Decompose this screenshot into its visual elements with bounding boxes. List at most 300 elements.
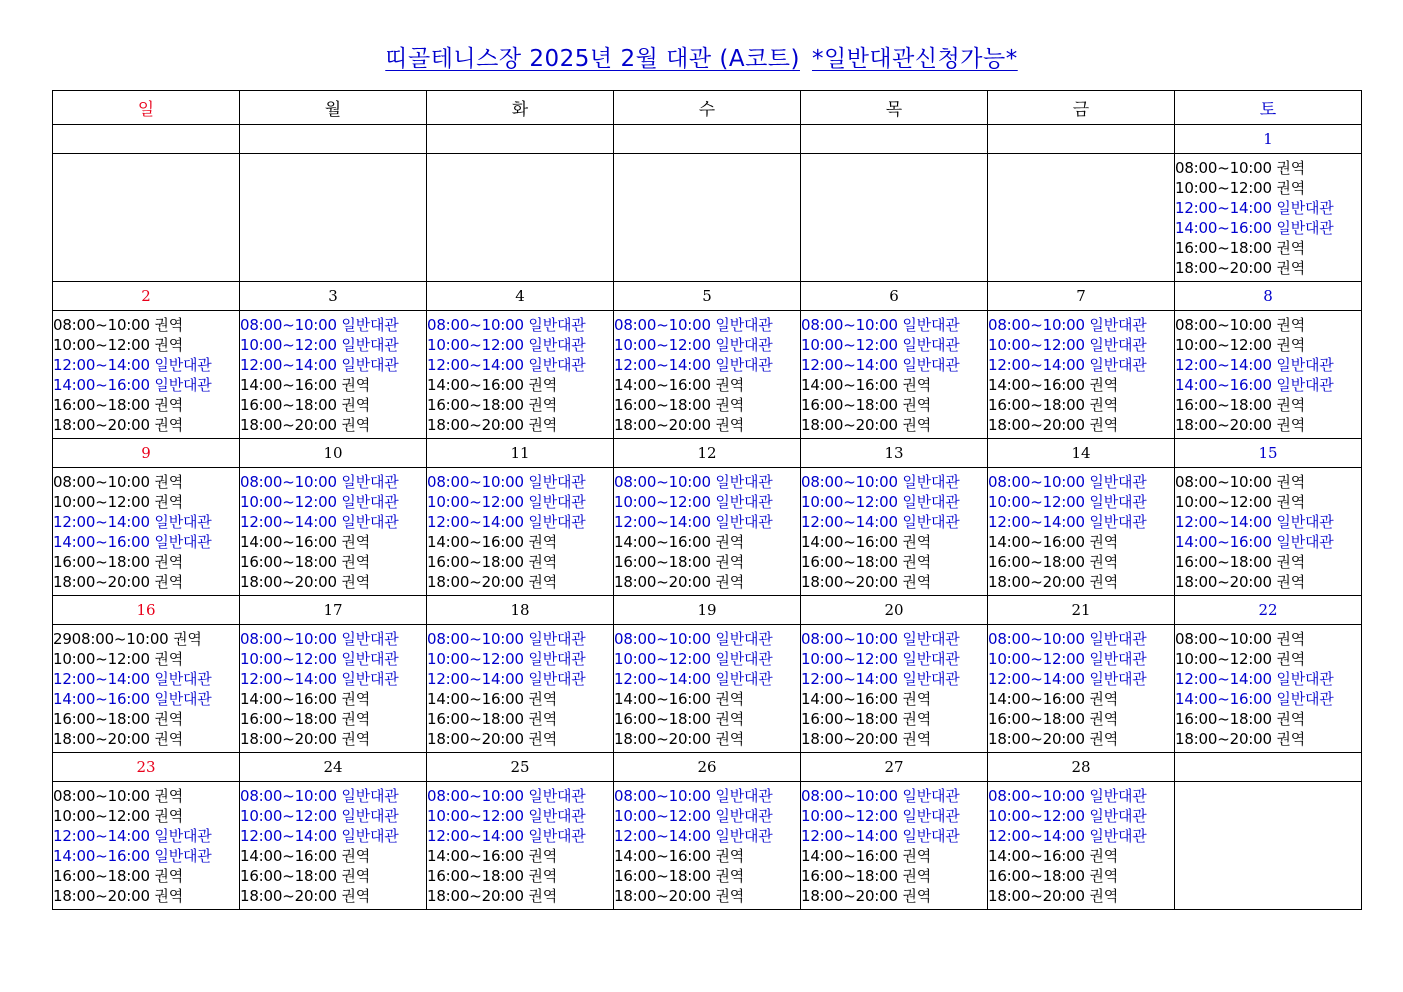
slot-regional: [53, 806, 239, 826]
slot-label: 권역: [341, 376, 370, 394]
slot-time: 14:00~16:00: [53, 376, 150, 394]
slot-time: 16:00~18:00: [988, 867, 1085, 885]
slot-label: 권역: [1276, 259, 1305, 277]
day-number: 3: [240, 282, 427, 311]
slot-time: 14:00~16:00: [240, 690, 337, 708]
slot-general: [988, 806, 1174, 826]
slot-label: 일반대관: [1276, 199, 1334, 217]
slot-time: 10:00~12:00: [427, 493, 524, 511]
slot-label: 권역: [528, 416, 557, 434]
slot-general: [53, 826, 239, 846]
slot-general: [427, 786, 613, 806]
slot-time: 08:00~10:00: [801, 473, 898, 491]
slot-label: 일반대관: [341, 493, 399, 511]
slot-general: [240, 806, 426, 826]
slot-label: 일반대관: [1089, 473, 1147, 491]
slot-general: [988, 786, 1174, 806]
slot-regional: [614, 572, 800, 592]
slot-label: 권역: [1276, 730, 1305, 748]
slot-regional: [614, 415, 800, 435]
slot-time: 14:00~16:00: [988, 690, 1085, 708]
slot-time: 16:00~18:00: [53, 867, 150, 885]
slot-general: [801, 492, 987, 512]
slot-time: 10:00~12:00: [614, 650, 711, 668]
slot-label: 권역: [1276, 473, 1305, 491]
slot-time: 08:00~10:00: [988, 630, 1085, 648]
slot-general: [427, 629, 613, 649]
slot-time: 16:00~18:00: [53, 710, 150, 728]
weekday-header-row: [53, 91, 1362, 125]
day-number: 11: [427, 439, 614, 468]
slot-time: 08:00~10:00: [240, 316, 337, 334]
slot-time: 14:00~16:00: [240, 847, 337, 865]
slot-general: [427, 512, 613, 532]
slot-time: 10:00~12:00: [240, 650, 337, 668]
slot-regional: [988, 375, 1174, 395]
slot-regional: [988, 846, 1174, 866]
slot-label: 권역: [902, 533, 931, 551]
slot-regional: [240, 866, 426, 886]
slot-label: 권역: [154, 316, 183, 334]
slot-label: 권역: [1276, 316, 1305, 334]
slot-time: 18:00~20:00: [988, 573, 1085, 591]
slot-label: 권역: [154, 573, 183, 591]
slot-regional: [1175, 335, 1361, 355]
weekday-tue: 화: [427, 91, 614, 125]
slot-label: 일반대관: [528, 336, 586, 354]
slot-general: [801, 335, 987, 355]
slot-label: 일반대관: [902, 630, 960, 648]
slot-time: 18:00~20:00: [801, 573, 898, 591]
day-number: 16: [53, 596, 240, 625]
slot-time: 10:00~12:00: [1175, 179, 1272, 197]
day-cell: [240, 625, 427, 753]
slot-time: 18:00~20:00: [427, 573, 524, 591]
slot-regional: [801, 709, 987, 729]
slot-regional: [240, 886, 426, 906]
slot-time: 08:00~10:00: [240, 787, 337, 805]
slot-label: 일반대관: [341, 827, 399, 845]
slot-time: 12:00~14:00: [240, 356, 337, 374]
slot-general: [614, 492, 800, 512]
slot-label: 권역: [1276, 239, 1305, 257]
slot-time: 08:00~10:00: [240, 473, 337, 491]
slot-label: 일반대관: [1089, 807, 1147, 825]
slot-time: 08:00~10:00: [988, 316, 1085, 334]
slot-label: 일반대관: [528, 650, 586, 668]
slot-label: 권역: [528, 690, 557, 708]
slot-label: 권역: [902, 573, 931, 591]
slot-regional: [988, 709, 1174, 729]
date-row: [53, 282, 1362, 311]
slot-regional: [427, 846, 613, 866]
slot-time: 16:00~18:00: [240, 867, 337, 885]
slot-label: 일반대관: [715, 650, 773, 668]
slot-time: 08:00~10:00: [614, 473, 711, 491]
slot-general: [614, 806, 800, 826]
slot-label: 일반대관: [1089, 336, 1147, 354]
slot-label: 일반대관: [528, 807, 586, 825]
slot-general: [614, 649, 800, 669]
slot-label: 권역: [902, 887, 931, 905]
slot-label: 권역: [1089, 730, 1118, 748]
slot-regional: [53, 866, 239, 886]
slot-time: 16:00~18:00: [801, 553, 898, 571]
slot-time: 18:00~20:00: [614, 416, 711, 434]
weekday-fri: 금: [988, 91, 1175, 125]
day-cell: [53, 154, 240, 282]
slot-time: 12:00~14:00: [614, 670, 711, 688]
slot-label: 권역: [528, 396, 557, 414]
slot-regional: [53, 572, 239, 592]
slot-time: 18:00~20:00: [240, 730, 337, 748]
day-cell: [801, 311, 988, 439]
slot-time: 10:00~12:00: [1175, 493, 1272, 511]
slot-label: 권역: [154, 473, 183, 491]
slot-time: 10:00~12:00: [1175, 336, 1272, 354]
slot-label: 권역: [902, 396, 931, 414]
slot-time: 10:00~12:00: [988, 650, 1085, 668]
slot-label: 권역: [1276, 179, 1305, 197]
slot-time: 18:00~20:00: [427, 730, 524, 748]
day-cell: [1175, 154, 1362, 282]
slot-time: 12:00~14:00: [988, 513, 1085, 531]
day-cell: [240, 782, 427, 910]
slot-time: 18:00~20:00: [240, 887, 337, 905]
slot-label: 권역: [715, 376, 744, 394]
slot-general: [614, 315, 800, 335]
slot-time: 14:00~16:00: [427, 533, 524, 551]
slot-regional: [427, 886, 613, 906]
slot-label: 권역: [902, 730, 931, 748]
slot-regional: [53, 886, 239, 906]
slot-regional: [614, 689, 800, 709]
slot-time: 12:00~14:00: [427, 513, 524, 531]
slot-general: [240, 315, 426, 335]
day-number: 26: [614, 753, 801, 782]
day-cell: [614, 625, 801, 753]
slot-general: [427, 335, 613, 355]
slot-regional: [427, 729, 613, 749]
day-number: 18: [427, 596, 614, 625]
slot-time: 08:00~10:00: [1175, 630, 1272, 648]
slot-label: 일반대관: [1276, 376, 1334, 394]
day-number: 1: [1175, 125, 1362, 154]
slot-label: 권역: [1089, 847, 1118, 865]
day-number: [240, 125, 427, 154]
slot-general: [240, 355, 426, 375]
slot-time: 10:00~12:00: [427, 336, 524, 354]
slots-row: [53, 468, 1362, 596]
slot-label: 권역: [1089, 376, 1118, 394]
slot-label: 권역: [1089, 573, 1118, 591]
slot-time: 14:00~16:00: [427, 376, 524, 394]
slot-general: [1175, 669, 1361, 689]
slot-label: 일반대관: [341, 356, 399, 374]
day-cell: [614, 311, 801, 439]
slot-label: 권역: [154, 867, 183, 885]
slot-label: 권역: [154, 493, 183, 511]
slot-label: 일반대관: [154, 533, 212, 551]
slot-time: 16:00~18:00: [988, 553, 1085, 571]
slot-time: 12:00~14:00: [988, 356, 1085, 374]
slot-regional: [1175, 649, 1361, 669]
slot-general: [801, 355, 987, 375]
slot-label: 권역: [1089, 416, 1118, 434]
day-number: 21: [988, 596, 1175, 625]
slot-label: 일반대관: [902, 670, 960, 688]
slot-label: 일반대관: [341, 513, 399, 531]
slot-label: 일반대관: [154, 670, 212, 688]
slot-time: 08:00~10:00: [427, 473, 524, 491]
slot-regional: [240, 415, 426, 435]
slot-general: [240, 826, 426, 846]
slot-general: [1175, 512, 1361, 532]
slot-time: 10:00~12:00: [240, 336, 337, 354]
slot-time: 18:00~20:00: [801, 730, 898, 748]
slot-regional: [988, 552, 1174, 572]
slot-general: [1175, 689, 1361, 709]
slot-regional: [614, 886, 800, 906]
day-cell: [801, 625, 988, 753]
slot-regional: [53, 472, 239, 492]
slot-general: [801, 806, 987, 826]
slot-general: [801, 512, 987, 532]
day-number: [53, 125, 240, 154]
day-number: [427, 125, 614, 154]
slot-regional: [427, 866, 613, 886]
slot-time: 12:00~14:00: [614, 356, 711, 374]
weekday-sat: 토: [1175, 91, 1362, 125]
slot-time: 16:00~18:00: [988, 710, 1085, 728]
day-cell: [427, 468, 614, 596]
day-cell: [53, 782, 240, 910]
slot-general: [53, 669, 239, 689]
slot-regional: [1175, 472, 1361, 492]
slot-label: 일반대관: [341, 630, 399, 648]
slot-time: 16:00~18:00: [53, 396, 150, 414]
slot-general: [614, 786, 800, 806]
slot-time: 12:00~14:00: [240, 670, 337, 688]
day-number: 12: [614, 439, 801, 468]
slot-general: [427, 649, 613, 669]
slot-time: 18:00~20:00: [427, 416, 524, 434]
slot-time: 14:00~16:00: [801, 690, 898, 708]
slot-regional: [53, 786, 239, 806]
slot-regional: [240, 846, 426, 866]
slot-time: 10:00~12:00: [801, 807, 898, 825]
slot-regional: [427, 375, 613, 395]
slot-label: 권역: [715, 553, 744, 571]
slot-time: 12:00~14:00: [427, 670, 524, 688]
slot-time: 08:00~10:00: [53, 316, 150, 334]
day-cell: [988, 782, 1175, 910]
page-title: [0, 40, 1403, 73]
slot-label: 권역: [1089, 887, 1118, 905]
slot-time: 12:00~14:00: [1175, 199, 1272, 217]
slot-label: 권역: [528, 573, 557, 591]
day-cell: [427, 782, 614, 910]
day-number: 7: [988, 282, 1175, 311]
slot-label: 권역: [1276, 416, 1305, 434]
slot-time: 08:00~10:00: [1175, 159, 1272, 177]
slot-time: 18:00~20:00: [1175, 573, 1272, 591]
slot-label: 권역: [528, 376, 557, 394]
slot-time: 14:00~16:00: [240, 376, 337, 394]
slot-label: 일반대관: [341, 650, 399, 668]
slot-label: 일반대관: [715, 473, 773, 491]
slot-label: 일반대관: [528, 670, 586, 688]
slot-label: 권역: [528, 553, 557, 571]
slot-regional: [427, 532, 613, 552]
slot-label: 권역: [715, 887, 744, 905]
slot-regional: [240, 729, 426, 749]
slot-label: 일반대관: [715, 336, 773, 354]
slot-general: [988, 669, 1174, 689]
slot-general: [801, 315, 987, 335]
slot-label: 권역: [341, 573, 370, 591]
slot-general: [1175, 355, 1361, 375]
slot-label: 일반대관: [1276, 513, 1334, 531]
slot-general: [427, 472, 613, 492]
slot-time: 16:00~18:00: [614, 553, 711, 571]
slot-regional: [1175, 629, 1361, 649]
slot-time: 14:00~16:00: [614, 690, 711, 708]
slot-general: [427, 669, 613, 689]
slot-time: 10:00~12:00: [53, 807, 150, 825]
slot-time: 18:00~20:00: [53, 730, 150, 748]
slot-label: 권역: [341, 710, 370, 728]
calendar-body: [53, 125, 1362, 910]
slot-regional: [427, 415, 613, 435]
slot-label: 일반대관: [1089, 827, 1147, 845]
slot-time: 2908:00~10:00: [53, 630, 169, 648]
slot-label: 일반대관: [341, 336, 399, 354]
slot-general: [988, 512, 1174, 532]
slot-time: 16:00~18:00: [427, 396, 524, 414]
day-cell: [427, 311, 614, 439]
slot-label: 권역: [1276, 630, 1305, 648]
slot-label: 일반대관: [528, 473, 586, 491]
slot-regional: [988, 532, 1174, 552]
slot-time: 16:00~18:00: [1175, 710, 1272, 728]
slot-time: 08:00~10:00: [614, 316, 711, 334]
slot-label: 권역: [154, 650, 183, 668]
slot-time: 10:00~12:00: [988, 493, 1085, 511]
slot-time: 10:00~12:00: [427, 807, 524, 825]
slot-regional: [1175, 158, 1361, 178]
weekday-mon: 월: [240, 91, 427, 125]
slot-general: [614, 629, 800, 649]
slot-regional: [614, 709, 800, 729]
slot-time: 18:00~20:00: [1175, 730, 1272, 748]
day-cell: [988, 311, 1175, 439]
day-number: 4: [427, 282, 614, 311]
slot-general: [614, 669, 800, 689]
slot-general: [427, 355, 613, 375]
day-cell: [801, 154, 988, 282]
slots-row: [53, 154, 1362, 282]
slot-label: 권역: [154, 336, 183, 354]
slot-regional: [1175, 729, 1361, 749]
slot-time: 08:00~10:00: [801, 630, 898, 648]
day-number: 9: [53, 439, 240, 468]
slot-label: 권역: [528, 887, 557, 905]
slot-time: 18:00~20:00: [1175, 259, 1272, 277]
slot-time: 16:00~18:00: [801, 710, 898, 728]
day-number: 6: [801, 282, 988, 311]
slot-label: 권역: [341, 867, 370, 885]
slot-time: 18:00~20:00: [240, 573, 337, 591]
slot-time: 14:00~16:00: [801, 847, 898, 865]
slot-label: 권역: [1089, 867, 1118, 885]
slot-regional: [801, 532, 987, 552]
slot-time: 14:00~16:00: [1175, 690, 1272, 708]
slot-label: 권역: [1276, 159, 1305, 177]
slot-regional: [801, 415, 987, 435]
slot-time: 10:00~12:00: [53, 650, 150, 668]
slot-time: 16:00~18:00: [1175, 396, 1272, 414]
slot-general: [614, 472, 800, 492]
slot-regional: [801, 729, 987, 749]
slot-time: 14:00~16:00: [801, 533, 898, 551]
day-number: [1175, 753, 1362, 782]
day-cell: [988, 154, 1175, 282]
slot-label: 일반대관: [902, 807, 960, 825]
slot-label: 권역: [1089, 396, 1118, 414]
slot-time: 14:00~16:00: [614, 847, 711, 865]
slot-label: 일반대관: [528, 513, 586, 531]
slot-label: 일반대관: [341, 473, 399, 491]
slot-time: 18:00~20:00: [53, 416, 150, 434]
slot-label: 일반대관: [902, 473, 960, 491]
day-cell: [240, 154, 427, 282]
slot-time: 08:00~10:00: [53, 473, 150, 491]
slot-general: [801, 649, 987, 669]
slot-label: 일반대관: [154, 513, 212, 531]
slot-general: [801, 629, 987, 649]
day-cell: [614, 782, 801, 910]
slot-regional: [1175, 178, 1361, 198]
slot-time: 08:00~10:00: [614, 787, 711, 805]
slot-label: 권역: [1276, 553, 1305, 571]
slot-regional: [1175, 552, 1361, 572]
slot-time: 14:00~16:00: [988, 847, 1085, 865]
slot-general: [988, 315, 1174, 335]
slot-label: 일반대관: [1276, 533, 1334, 551]
slot-time: 18:00~20:00: [614, 730, 711, 748]
slot-time: 10:00~12:00: [614, 336, 711, 354]
slot-label: 일반대관: [528, 827, 586, 845]
slot-time: 12:00~14:00: [988, 670, 1085, 688]
slot-time: 16:00~18:00: [240, 553, 337, 571]
slot-regional: [1175, 395, 1361, 415]
day-number: 10: [240, 439, 427, 468]
slot-regional: [240, 375, 426, 395]
slot-label: 권역: [341, 847, 370, 865]
day-cell: [53, 625, 240, 753]
slot-label: 권역: [715, 867, 744, 885]
slot-label: 권역: [715, 396, 744, 414]
slot-time: 14:00~16:00: [53, 847, 150, 865]
slot-time: 12:00~14:00: [53, 670, 150, 688]
slot-label: 일반대관: [1089, 787, 1147, 805]
slot-regional: [1175, 415, 1361, 435]
day-number: 28: [988, 753, 1175, 782]
day-number: 22: [1175, 596, 1362, 625]
slot-regional: [240, 689, 426, 709]
slot-label: 일반대관: [341, 807, 399, 825]
